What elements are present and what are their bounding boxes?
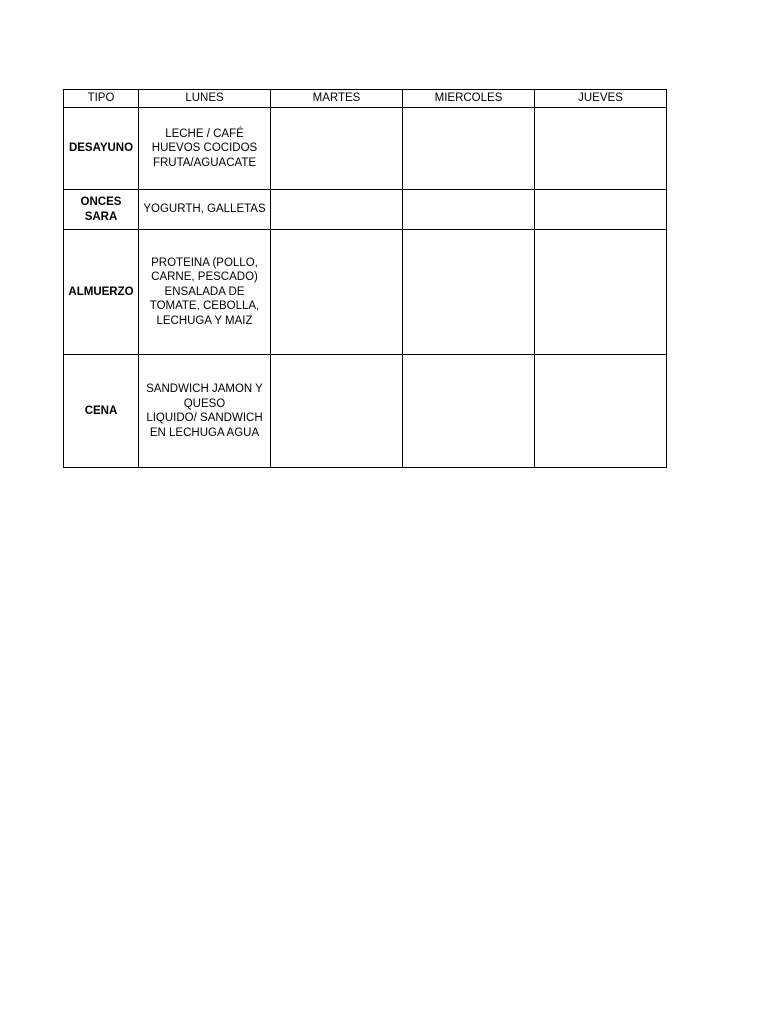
cell-onces-miercoles xyxy=(403,190,535,230)
cell-almuerzo-lunes: PROTEINA (POLLO, CARNE, PESCADO) ENSALADA DE TOMATE, CEBOLLA, LECHUGA Y MAIZ xyxy=(139,230,271,355)
header-martes: MARTES xyxy=(271,90,403,108)
table-header-row xyxy=(64,90,667,108)
header-tipo: TIPO xyxy=(64,90,139,108)
row-label-almuerzo: ALMUERZO xyxy=(64,230,139,355)
table-row-almuerzo xyxy=(64,230,667,355)
table-row-desayuno xyxy=(64,108,667,190)
row-label-desayuno: DESAYUNO xyxy=(64,108,139,190)
weekly-meal-table xyxy=(63,89,667,468)
cell-almuerzo-jueves xyxy=(535,230,667,355)
table-row-onces xyxy=(64,190,667,230)
header-miercoles: MIERCOLES xyxy=(403,90,535,108)
table-row-cena xyxy=(64,355,667,468)
header-lunes: LUNES xyxy=(139,90,271,108)
cell-onces-lunes: YOGURTH, GALLETAS xyxy=(139,190,271,230)
cell-onces-martes xyxy=(271,190,403,230)
cell-onces-jueves xyxy=(535,190,667,230)
cell-desayuno-miercoles xyxy=(403,108,535,190)
cell-cena-lunes: SANDWICH JAMON Y QUESO LIQUIDO/ SANDWICH EN LECHUGA AGUA xyxy=(139,355,271,468)
cell-almuerzo-martes xyxy=(271,230,403,355)
cell-desayuno-jueves xyxy=(535,108,667,190)
cell-cena-jueves xyxy=(535,355,667,468)
cell-desayuno-lunes: LECHE / CAFÉ HUEVOS COCIDOS FRUTA/AGUACATE xyxy=(139,108,271,190)
header-jueves: JUEVES xyxy=(535,90,667,108)
row-label-onces: ONCES SARA xyxy=(64,190,139,230)
cell-almuerzo-miercoles xyxy=(403,230,535,355)
cell-cena-martes xyxy=(271,355,403,468)
cell-cena-miercoles xyxy=(403,355,535,468)
row-label-cena: CENA xyxy=(64,355,139,468)
cell-desayuno-martes xyxy=(271,108,403,190)
